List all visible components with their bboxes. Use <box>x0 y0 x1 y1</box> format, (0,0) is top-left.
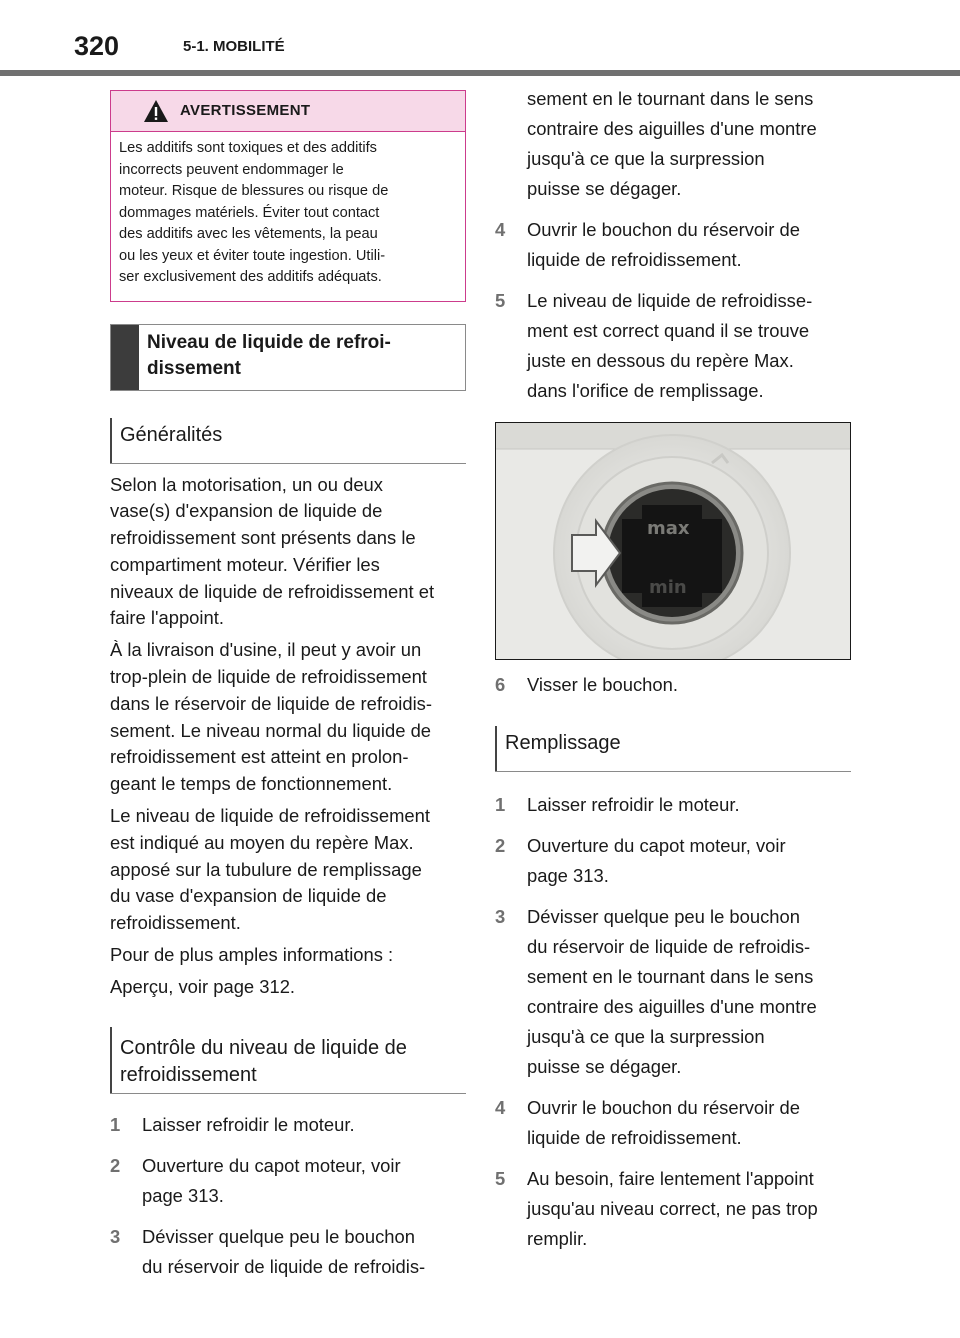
subsection-remplissage <box>495 726 851 772</box>
list-item: 1 Laisser refroidir le moteur. <box>110 1113 355 1135</box>
coolant-reservoir-illustration <box>496 423 851 660</box>
list-item: 2 Ouverture du capot moteur, voir page 313. <box>110 1154 401 1206</box>
list-item: 1 Laisser refroidir le moteur. <box>495 794 740 815</box>
coolant-cap-figure <box>495 422 851 660</box>
paragraph: À la livraison d'usine, il peut y avoir un trop-plein de liquide de refroidissement dans le réservoir de liquide de refroidis- sement. Le niveau normal du liquide de refroidissement est atteint en prolon- geant le temps de fonctionnement. <box>110 639 432 795</box>
list-item: 2 Ouverture du capot moteur, voir page 313. <box>495 835 786 886</box>
subsection-title: Généralités <box>120 423 223 446</box>
section-bar <box>111 325 139 390</box>
min-mark-label: min <box>649 577 687 598</box>
list-item: 3 Dévisser quelque peu le bouchon du réservoir de liquide de refroidis- <box>110 1225 426 1277</box>
paragraph: Pour de plus amples informations : <box>110 944 394 966</box>
paragraph: Le niveau de liquide de refroidissement est indiqué au moyen du repère Max. apposé sur la tubulure de remplissage du vase d'expansion de liquide de refroidissement. <box>110 805 430 934</box>
list-item: 5 Au besoin, faire lentement l'appoint jusqu'au niveau correct, ne pas trop remplir. <box>495 1168 818 1249</box>
section-header <box>110 324 466 391</box>
right-column <box>495 84 851 1265</box>
page-number: 320 <box>74 31 120 61</box>
subsection-generalites <box>110 418 466 464</box>
warning-body: Les additifs sont toxiques et des additifs incorrects peuvent endommager le moteur. Risque de blessures ou risque de dommages matériels. Éviter tout contact des additifs avec les vêtements, la peau ou les yeux et éviter toute ingestion. Utili- ser exclusivement des additifs adéquats. <box>119 140 389 285</box>
list-item: sement en le tournant dans le sens contraire des aiguilles d'une montre jusqu'à ce que la surpression puisse se dégager. <box>527 88 817 199</box>
warning-box <box>110 90 466 302</box>
paragraph: Selon la motorisation, un ou deux vase(s) d'expansion de liquide de refroidissement sont présents dans le compartiment moteur. Vérifier les niveaux de liquide de refroidissement et faire l'appoint. <box>110 473 435 629</box>
warning-triangle-icon <box>143 99 169 123</box>
list-item: 3 Dévisser quelque peu le bouchon du réservoir de liquide de refroidis- sement en le tournant dans le sens contraire des aiguilles d'une montre jusqu'à ce que la surpression puisse se dégager. <box>495 906 817 1077</box>
warning-header <box>111 91 465 132</box>
steps-list <box>495 670 851 700</box>
section-title: Niveau de liquide de refroi- dissement <box>147 331 391 379</box>
header-rule <box>0 70 960 76</box>
max-mark-label: max <box>647 518 690 539</box>
list-item: 6 Visser le bouchon. <box>495 674 678 695</box>
left-column <box>110 90 466 1293</box>
steps-list <box>495 84 851 406</box>
subsection-title: Contrôle du niveau de liquide de refroidissement <box>120 1036 407 1086</box>
paragraph-page-reference: Aperçu, voir page 312. <box>110 975 296 997</box>
subsection-controle <box>110 1027 466 1094</box>
list-item: 4 Ouvrir le bouchon du réservoir de liquide de refroidissement. <box>495 1097 800 1148</box>
page-header <box>0 0 960 78</box>
steps-list <box>110 1110 466 1282</box>
subsection-title: Remplissage <box>505 732 621 754</box>
chapter-title: 5-1. MOBILITÉ <box>183 38 285 55</box>
list-item: 4 Ouvrir le bouchon du réservoir de liquide de refroidissement. <box>495 219 800 270</box>
warning-title: AVERTISSEMENT <box>180 102 311 119</box>
list-item: 5 Le niveau de liquide de refroidisse- ment est correct quand il se trouve juste en dessous du repère Max. dans l'orifice de remplissage. <box>495 290 813 401</box>
steps-list <box>495 790 851 1254</box>
